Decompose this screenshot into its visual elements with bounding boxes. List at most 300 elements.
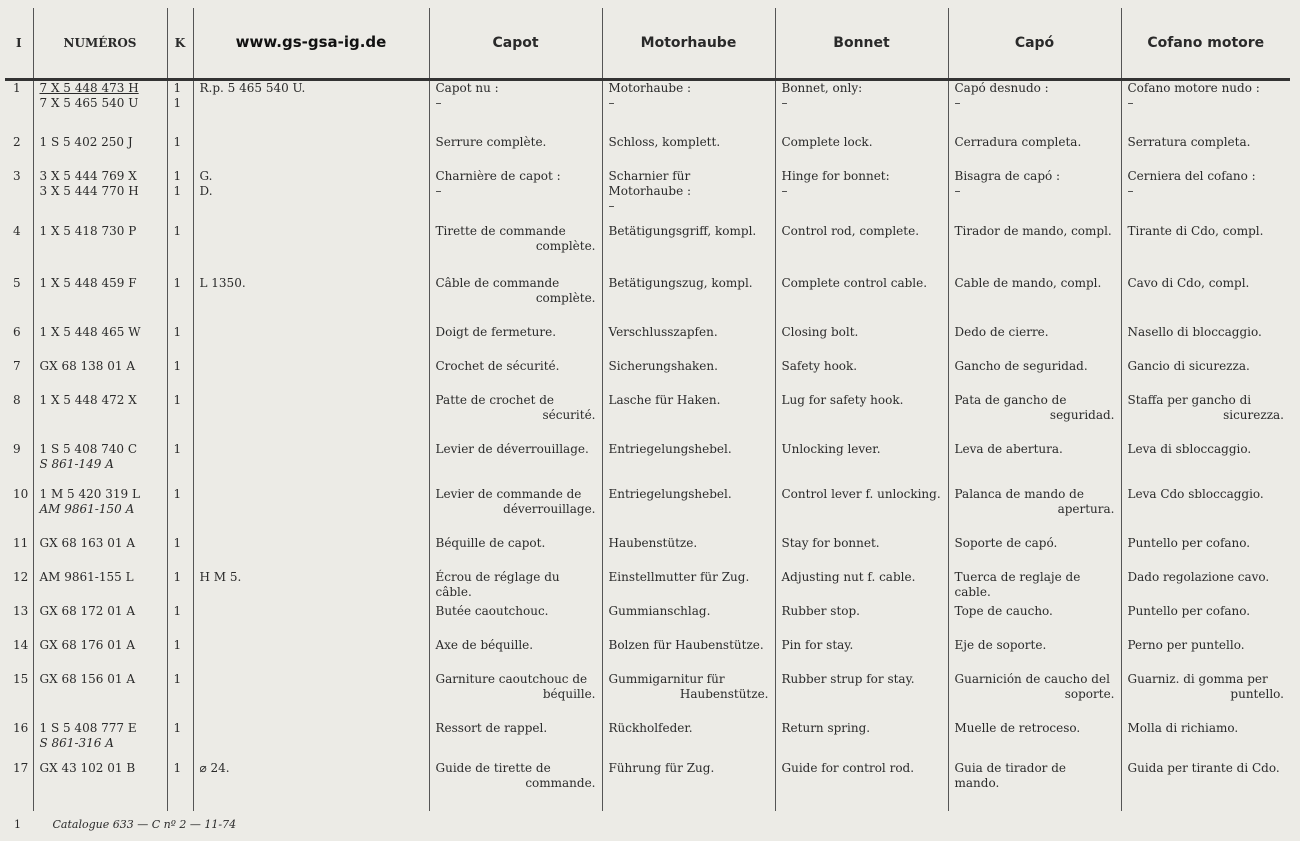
cell-english xyxy=(775,169,948,224)
cell-quantity xyxy=(167,442,193,487)
cell-part-number xyxy=(33,442,167,487)
desc-italian: Nasello di bloccaggio. xyxy=(1127,324,1262,339)
desc-french: Garniture caoutchouc de xyxy=(435,671,588,686)
table-row xyxy=(5,325,1290,359)
desc-spanish-cont: soporte. xyxy=(1064,686,1115,701)
cell-spanish xyxy=(948,169,1121,224)
desc-german: Haubenstütze. xyxy=(608,535,698,550)
desc-german: Führung für Zug. xyxy=(608,760,715,775)
cell-german xyxy=(602,604,775,638)
desc-italian: Puntello per cofano. xyxy=(1127,603,1251,618)
desc-spanish: Cerradura completa. xyxy=(954,134,1082,149)
row-index: 10 xyxy=(13,486,29,501)
cell-spanish xyxy=(948,325,1121,359)
cell-english xyxy=(775,761,948,811)
desc-french-dash: – xyxy=(435,96,442,110)
cell-quantity xyxy=(167,570,193,604)
cell-remark xyxy=(193,80,429,135)
desc-french: Béquille de capot. xyxy=(435,535,546,550)
cell-spanish xyxy=(948,672,1121,721)
cell-remark xyxy=(193,638,429,672)
desc-german-cont: Haubenstütze. xyxy=(679,686,769,701)
desc-italian-dash: – xyxy=(1127,96,1134,110)
desc-english: Hinge for bonnet: xyxy=(781,168,890,183)
row-index: 13 xyxy=(13,603,29,618)
desc-french: Charnière de capot : xyxy=(435,168,561,183)
row-index: 17 xyxy=(13,760,29,775)
cell-italian xyxy=(1121,80,1290,135)
cell-spanish xyxy=(948,638,1121,672)
cell-english xyxy=(775,393,948,442)
remark: G. xyxy=(199,168,213,183)
desc-french: Câble de commande xyxy=(435,275,560,290)
cell-german xyxy=(602,721,775,761)
cell-french xyxy=(429,570,602,604)
cell-french xyxy=(429,604,602,638)
row-index: 14 xyxy=(13,637,29,652)
part-number: 1 X 5 448 465 W xyxy=(39,324,141,339)
cell-german xyxy=(602,325,775,359)
remark: R.p. 5 465 540 U. xyxy=(199,81,306,95)
part-number: 7 X 5 448 473 H xyxy=(39,81,139,95)
desc-spanish: Tuerca de reglaje de cable. xyxy=(954,569,1081,599)
desc-italian: Serratura completa. xyxy=(1127,134,1251,149)
cell-spanish xyxy=(948,393,1121,442)
table-row xyxy=(5,672,1290,721)
quantity: 1 xyxy=(173,392,182,407)
cell-spanish xyxy=(948,761,1121,811)
cell-index xyxy=(5,393,33,442)
part-number: 1 X 5 448 472 X xyxy=(39,392,137,407)
desc-italian: Puntello per cofano. xyxy=(1127,535,1251,550)
desc-english: Stay for bonnet. xyxy=(781,535,880,550)
cell-index xyxy=(5,638,33,672)
cell-quantity xyxy=(167,224,193,276)
desc-german: Betätigungsgriff, kompl. xyxy=(608,223,757,238)
cell-spanish xyxy=(948,80,1121,135)
cell-german xyxy=(602,359,775,393)
cell-remark xyxy=(193,169,429,224)
desc-spanish-cont: seguridad. xyxy=(1049,407,1115,422)
cell-english xyxy=(775,135,948,169)
cell-part-number xyxy=(33,224,167,276)
cell-index xyxy=(5,570,33,604)
remark: ⌀ 24. xyxy=(199,760,230,775)
row-index: 12 xyxy=(13,569,29,584)
row-index: 16 xyxy=(13,720,29,735)
cell-english xyxy=(775,359,948,393)
cell-index xyxy=(5,761,33,811)
desc-italian-cont: puntello. xyxy=(1230,686,1284,701)
desc-french-cont: complète. xyxy=(535,238,596,253)
cell-english xyxy=(775,224,948,276)
desc-english: Unlocking lever. xyxy=(781,441,881,456)
quantity: 1 xyxy=(173,603,182,618)
cell-part-number xyxy=(33,638,167,672)
desc-french: Guide de tirette de xyxy=(435,760,551,775)
cell-french xyxy=(429,393,602,442)
cell-part-number xyxy=(33,276,167,325)
table-row xyxy=(5,487,1290,536)
cell-index xyxy=(5,721,33,761)
desc-italian: Gancio di sicurezza. xyxy=(1127,358,1250,373)
desc-french: Patte de crochet de xyxy=(435,392,554,407)
cell-italian xyxy=(1121,393,1290,442)
table-row xyxy=(5,276,1290,325)
cell-italian xyxy=(1121,761,1290,811)
desc-german: Gummigarnitur für xyxy=(608,671,725,686)
cell-part-number xyxy=(33,672,167,721)
desc-german: Lasche für Haken. xyxy=(608,392,721,407)
row-index: 8 xyxy=(13,392,21,407)
desc-english: Guide for control rod. xyxy=(781,760,915,775)
cell-german xyxy=(602,672,775,721)
desc-german: Gummianschlag. xyxy=(608,603,711,618)
cell-remark xyxy=(193,224,429,276)
cell-spanish xyxy=(948,536,1121,570)
cell-french xyxy=(429,359,602,393)
cell-index xyxy=(5,487,33,536)
cell-index xyxy=(5,135,33,169)
quantity: 1 xyxy=(173,535,182,550)
desc-english: Lug for safety hook. xyxy=(781,392,904,407)
cell-italian xyxy=(1121,604,1290,638)
cell-remark xyxy=(193,442,429,487)
desc-spanish: Gancho de seguridad. xyxy=(954,358,1088,373)
cell-german xyxy=(602,393,775,442)
cell-german xyxy=(602,442,775,487)
desc-spanish: Muelle de retroceso. xyxy=(954,720,1081,735)
cell-index xyxy=(5,442,33,487)
cell-remark xyxy=(193,135,429,169)
desc-german-dash: – xyxy=(608,198,615,213)
cell-quantity xyxy=(167,536,193,570)
cell-quantity xyxy=(167,604,193,638)
remark: H M 5. xyxy=(199,569,242,584)
desc-spanish: Guarnición de caucho del xyxy=(954,671,1110,686)
desc-italian: Cerniera del cofano : xyxy=(1127,168,1256,183)
desc-german-dash: – xyxy=(608,96,615,110)
cell-quantity xyxy=(167,276,193,325)
cell-part-number xyxy=(33,487,167,536)
cell-french xyxy=(429,761,602,811)
parts-rows xyxy=(5,80,1290,811)
part-number: AM 9861-155 L xyxy=(39,569,134,584)
desc-german: Verschlusszapfen. xyxy=(608,324,718,339)
cell-french xyxy=(429,169,602,224)
cell-italian xyxy=(1121,135,1290,169)
header-french: Capot xyxy=(429,8,602,80)
cell-spanish xyxy=(948,224,1121,276)
desc-english: Bonnet, only: xyxy=(781,81,863,95)
header-row xyxy=(5,8,1290,80)
cell-french xyxy=(429,442,602,487)
cell-italian xyxy=(1121,276,1290,325)
cell-index xyxy=(5,536,33,570)
cell-english xyxy=(775,604,948,638)
cell-remark xyxy=(193,604,429,638)
quantity: 1 xyxy=(173,486,182,501)
cell-italian xyxy=(1121,325,1290,359)
part-number: 1 X 5 448 459 F xyxy=(39,275,137,290)
cell-quantity xyxy=(167,169,193,224)
cell-spanish xyxy=(948,135,1121,169)
cell-english xyxy=(775,721,948,761)
table-row xyxy=(5,721,1290,761)
desc-german: Sicherungshaken. xyxy=(608,358,718,373)
desc-english: Adjusting nut f. cable. xyxy=(781,569,916,584)
cell-remark xyxy=(193,487,429,536)
desc-french-cont: sécurité. xyxy=(542,407,596,422)
row-index: 2 xyxy=(13,134,21,149)
cell-english xyxy=(775,536,948,570)
cell-remark xyxy=(193,672,429,721)
desc-italian: Staffa per gancho di xyxy=(1127,392,1252,407)
cell-german xyxy=(602,80,775,135)
row-index: 9 xyxy=(13,441,21,456)
part-number: 1 M 5 420 319 L xyxy=(39,486,140,501)
cell-english xyxy=(775,638,948,672)
cell-german xyxy=(602,135,775,169)
table-row xyxy=(5,536,1290,570)
row-index: 7 xyxy=(13,358,21,373)
row-index: 1 xyxy=(13,81,21,95)
desc-english: Complete control cable. xyxy=(781,275,928,290)
desc-german: Entriegelungshebel. xyxy=(608,486,732,501)
cell-spanish xyxy=(948,442,1121,487)
desc-german: Scharnier für Motorhaube : xyxy=(608,168,692,198)
quantity-secondary: 1 xyxy=(173,96,182,110)
cell-index xyxy=(5,276,33,325)
quantity: 1 xyxy=(173,569,182,584)
desc-french: Axe de béquille. xyxy=(435,637,534,652)
header-index: I xyxy=(5,8,33,80)
cell-quantity xyxy=(167,359,193,393)
header-german: Motorhaube xyxy=(602,8,775,80)
desc-italian: Leva Cdo sbloccaggio. xyxy=(1127,486,1264,501)
desc-german: Betätigungszug, kompl. xyxy=(608,275,753,290)
quantity: 1 xyxy=(173,720,182,735)
cell-english xyxy=(775,487,948,536)
part-number-secondary: 7 X 5 465 540 U xyxy=(39,96,139,110)
desc-spanish-cont: apertura. xyxy=(1057,501,1115,516)
part-number: 1 X 5 418 730 P xyxy=(39,223,137,238)
desc-french-cont: complète. xyxy=(535,290,596,305)
desc-spanish: Cable de mando, compl. xyxy=(954,275,1102,290)
cell-quantity xyxy=(167,672,193,721)
cell-spanish xyxy=(948,721,1121,761)
cell-part-number xyxy=(33,135,167,169)
cell-german xyxy=(602,638,775,672)
desc-italian-cont: sicurezza. xyxy=(1223,407,1284,422)
part-number: GX 43 102 01 B xyxy=(39,760,136,775)
header-watermark xyxy=(193,8,429,80)
table-row xyxy=(5,224,1290,276)
cell-quantity xyxy=(167,393,193,442)
desc-spanish: Capó desnudo : xyxy=(954,81,1049,95)
desc-spanish: Eje de soporte. xyxy=(954,637,1047,652)
cell-english xyxy=(775,672,948,721)
cell-part-number xyxy=(33,721,167,761)
cell-english xyxy=(775,276,948,325)
cell-index xyxy=(5,224,33,276)
table-row xyxy=(5,393,1290,442)
part-number: GX 68 163 01 A xyxy=(39,535,135,550)
table-row xyxy=(5,638,1290,672)
desc-italian: Guida per tirante di Cdo. xyxy=(1127,760,1280,775)
parts-table xyxy=(5,8,1290,811)
desc-italian: Cofano motore nudo : xyxy=(1127,81,1260,95)
desc-english: Complete lock. xyxy=(781,134,873,149)
desc-italian: Perno per puntello. xyxy=(1127,637,1245,652)
part-number-secondary: AM 9861-150 A xyxy=(39,501,135,516)
table-row xyxy=(5,80,1290,135)
cell-quantity xyxy=(167,761,193,811)
quantity: 1 xyxy=(173,358,182,373)
cell-german xyxy=(602,761,775,811)
desc-german: Einstellmutter für Zug. xyxy=(608,569,750,584)
cell-part-number xyxy=(33,570,167,604)
header-spanish: Capó xyxy=(948,8,1121,80)
cell-french xyxy=(429,638,602,672)
desc-spanish: Soporte de capó. xyxy=(954,535,1058,550)
desc-french-cont: béquille. xyxy=(542,686,596,701)
part-number: GX 68 176 01 A xyxy=(39,637,135,652)
desc-spanish-dash: – xyxy=(954,183,961,198)
quantity: 1 xyxy=(173,671,182,686)
row-index: 4 xyxy=(13,223,21,238)
part-number: 3 X 5 444 769 X xyxy=(39,168,137,183)
cell-german xyxy=(602,536,775,570)
cell-quantity xyxy=(167,135,193,169)
desc-french: Écrou de réglage du câble. xyxy=(435,569,560,599)
cell-index xyxy=(5,80,33,135)
cell-french xyxy=(429,325,602,359)
cell-remark xyxy=(193,721,429,761)
desc-spanish: Bisagra de capó : xyxy=(954,168,1061,183)
cell-remark xyxy=(193,359,429,393)
table-row xyxy=(5,359,1290,393)
cell-index xyxy=(5,604,33,638)
desc-italian: Dado regolazione cavo. xyxy=(1127,569,1270,584)
watermark-text: www.gs-gsa-ig.de xyxy=(235,33,387,51)
desc-french: Crochet de sécurité. xyxy=(435,358,560,373)
desc-french: Ressort de rappel. xyxy=(435,720,548,735)
cell-english xyxy=(775,570,948,604)
remark: L 1350. xyxy=(199,275,246,290)
cell-remark xyxy=(193,536,429,570)
cell-quantity xyxy=(167,325,193,359)
header-english: Bonnet xyxy=(775,8,948,80)
footer-catalogue-ref: Catalogue 633 — C nº 2 — 11-74 xyxy=(52,818,237,831)
header-qty: K xyxy=(167,8,193,80)
desc-italian: Molla di richiamo. xyxy=(1127,720,1239,735)
cell-part-number xyxy=(33,761,167,811)
desc-french: Tirette de commande xyxy=(435,223,566,238)
cell-index xyxy=(5,169,33,224)
cell-quantity xyxy=(167,80,193,135)
cell-remark xyxy=(193,393,429,442)
desc-german: Rückholfeder. xyxy=(608,720,693,735)
desc-german: Motorhaube : xyxy=(608,81,692,95)
desc-italian-dash: – xyxy=(1127,183,1134,198)
desc-italian: Cavo di Cdo, compl. xyxy=(1127,275,1250,290)
cell-part-number xyxy=(33,80,167,135)
desc-english: Pin for stay. xyxy=(781,637,854,652)
desc-english: Control lever f. unlocking. xyxy=(781,486,941,501)
cell-spanish xyxy=(948,276,1121,325)
cell-quantity xyxy=(167,487,193,536)
table-row xyxy=(5,442,1290,487)
table-row xyxy=(5,570,1290,604)
desc-spanish: Pata de gancho de xyxy=(954,392,1067,407)
row-index: 5 xyxy=(13,275,21,290)
header-numbers: NUMÉROS xyxy=(33,8,167,80)
desc-spanish-dash: – xyxy=(954,96,961,110)
cell-index xyxy=(5,359,33,393)
cell-spanish xyxy=(948,604,1121,638)
cell-german xyxy=(602,169,775,224)
row-index: 6 xyxy=(13,324,21,339)
cell-german xyxy=(602,487,775,536)
cell-spanish xyxy=(948,570,1121,604)
desc-french: Serrure complète. xyxy=(435,134,547,149)
desc-english-dash: – xyxy=(781,183,788,198)
page-footer xyxy=(14,818,236,831)
cell-italian xyxy=(1121,442,1290,487)
cell-remark xyxy=(193,325,429,359)
cell-english xyxy=(775,325,948,359)
part-number: GX 68 156 01 A xyxy=(39,671,135,686)
desc-german: Bolzen für Haubenstütze. xyxy=(608,637,764,652)
row-index: 3 xyxy=(13,168,21,183)
part-number-secondary: S 861-149 A xyxy=(39,456,114,471)
cell-remark xyxy=(193,761,429,811)
cell-italian xyxy=(1121,721,1290,761)
cell-french xyxy=(429,224,602,276)
cell-french xyxy=(429,536,602,570)
footer-page-number: 1 xyxy=(14,818,21,831)
cell-english xyxy=(775,80,948,135)
cell-index xyxy=(5,325,33,359)
cell-part-number xyxy=(33,169,167,224)
cell-german xyxy=(602,224,775,276)
quantity: 1 xyxy=(173,81,182,95)
cell-remark xyxy=(193,570,429,604)
cell-french xyxy=(429,487,602,536)
cell-italian xyxy=(1121,570,1290,604)
cell-italian xyxy=(1121,169,1290,224)
cell-italian xyxy=(1121,224,1290,276)
part-number: 1 S 5 408 777 E xyxy=(39,720,137,735)
quantity: 1 xyxy=(173,275,182,290)
cell-french xyxy=(429,672,602,721)
cell-part-number xyxy=(33,536,167,570)
quantity-secondary: 1 xyxy=(173,183,182,198)
desc-german: Entriegelungshebel. xyxy=(608,441,732,456)
cell-quantity xyxy=(167,721,193,761)
cell-german xyxy=(602,570,775,604)
cell-part-number xyxy=(33,359,167,393)
quantity: 1 xyxy=(173,760,182,775)
part-number-secondary: 3 X 5 444 770 H xyxy=(39,183,139,198)
cell-italian xyxy=(1121,638,1290,672)
table-row xyxy=(5,761,1290,811)
cell-remark xyxy=(193,276,429,325)
row-index: 15 xyxy=(13,671,29,686)
cell-german xyxy=(602,276,775,325)
cell-french xyxy=(429,276,602,325)
